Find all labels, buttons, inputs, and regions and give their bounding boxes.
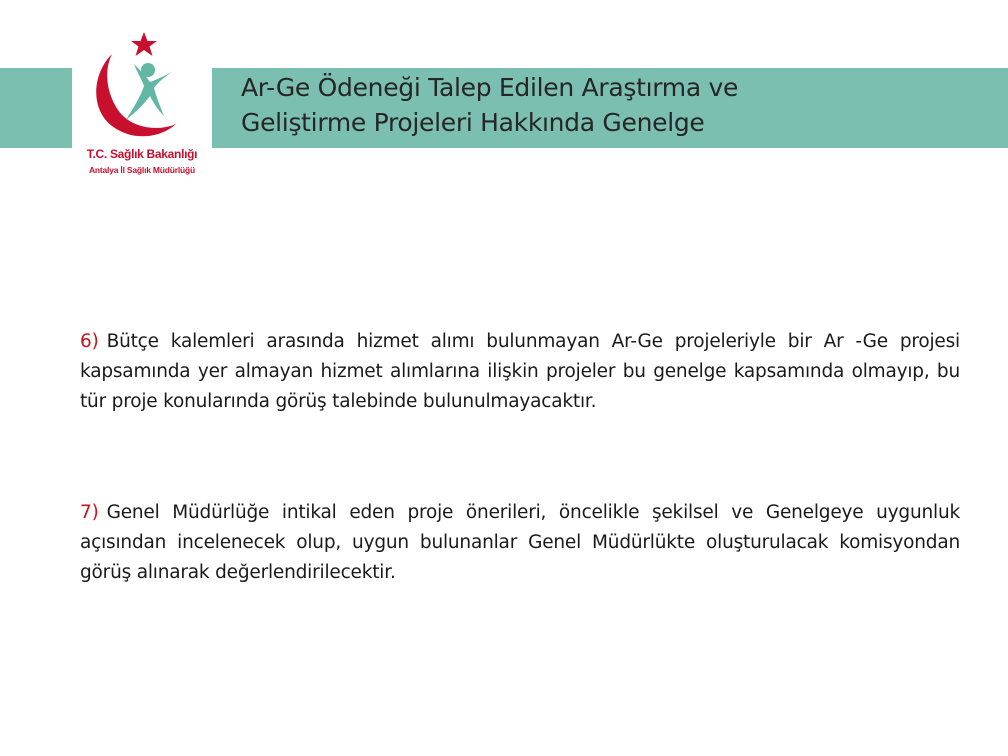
ministry-logo (72, 24, 212, 184)
title-line-1: Ar-Ge Ödeneği Talep Edilen Araştırma ve (241, 73, 739, 102)
star-icon (131, 32, 157, 56)
item-6-number: 6) (80, 331, 99, 352)
logo-line-1: T.C. Sağlık Bakanlığı (86, 147, 198, 161)
item-6-paragraph (80, 327, 960, 417)
page-title (241, 70, 981, 140)
title-line-2: Geliştirme Projeleri Hakkında Genelge (241, 108, 705, 137)
item-7-paragraph (80, 498, 960, 588)
item-7-number: 7) (80, 502, 99, 523)
logo-line-2: Antalya İl Sağlık Müdürlüğü (88, 165, 196, 175)
item-6-text: Bütçe kalemleri arasında hizmet alımı bulunmayan Ar-Ge projeleriyle bir Ar -Ge projesi kapsamında yer almayan hizmet alımlarına ilişkin projeler bu genelge kapsamında olmayıp, bu tür proje konularında görüş talebinde bulunulmayacaktır. (80, 331, 960, 412)
item-7-text: Genel Müdürlüğe intikal eden proje önerileri, öncelikle şekilsel ve Genelgeye uygunluk açısından incelenecek olup, uygun bulunanlar Genel Müdürlükte oluşturulacak komisyondan görüş alınarak değerlendirilecektir. (80, 502, 960, 583)
ministry-of-health-logo-icon (72, 24, 212, 144)
